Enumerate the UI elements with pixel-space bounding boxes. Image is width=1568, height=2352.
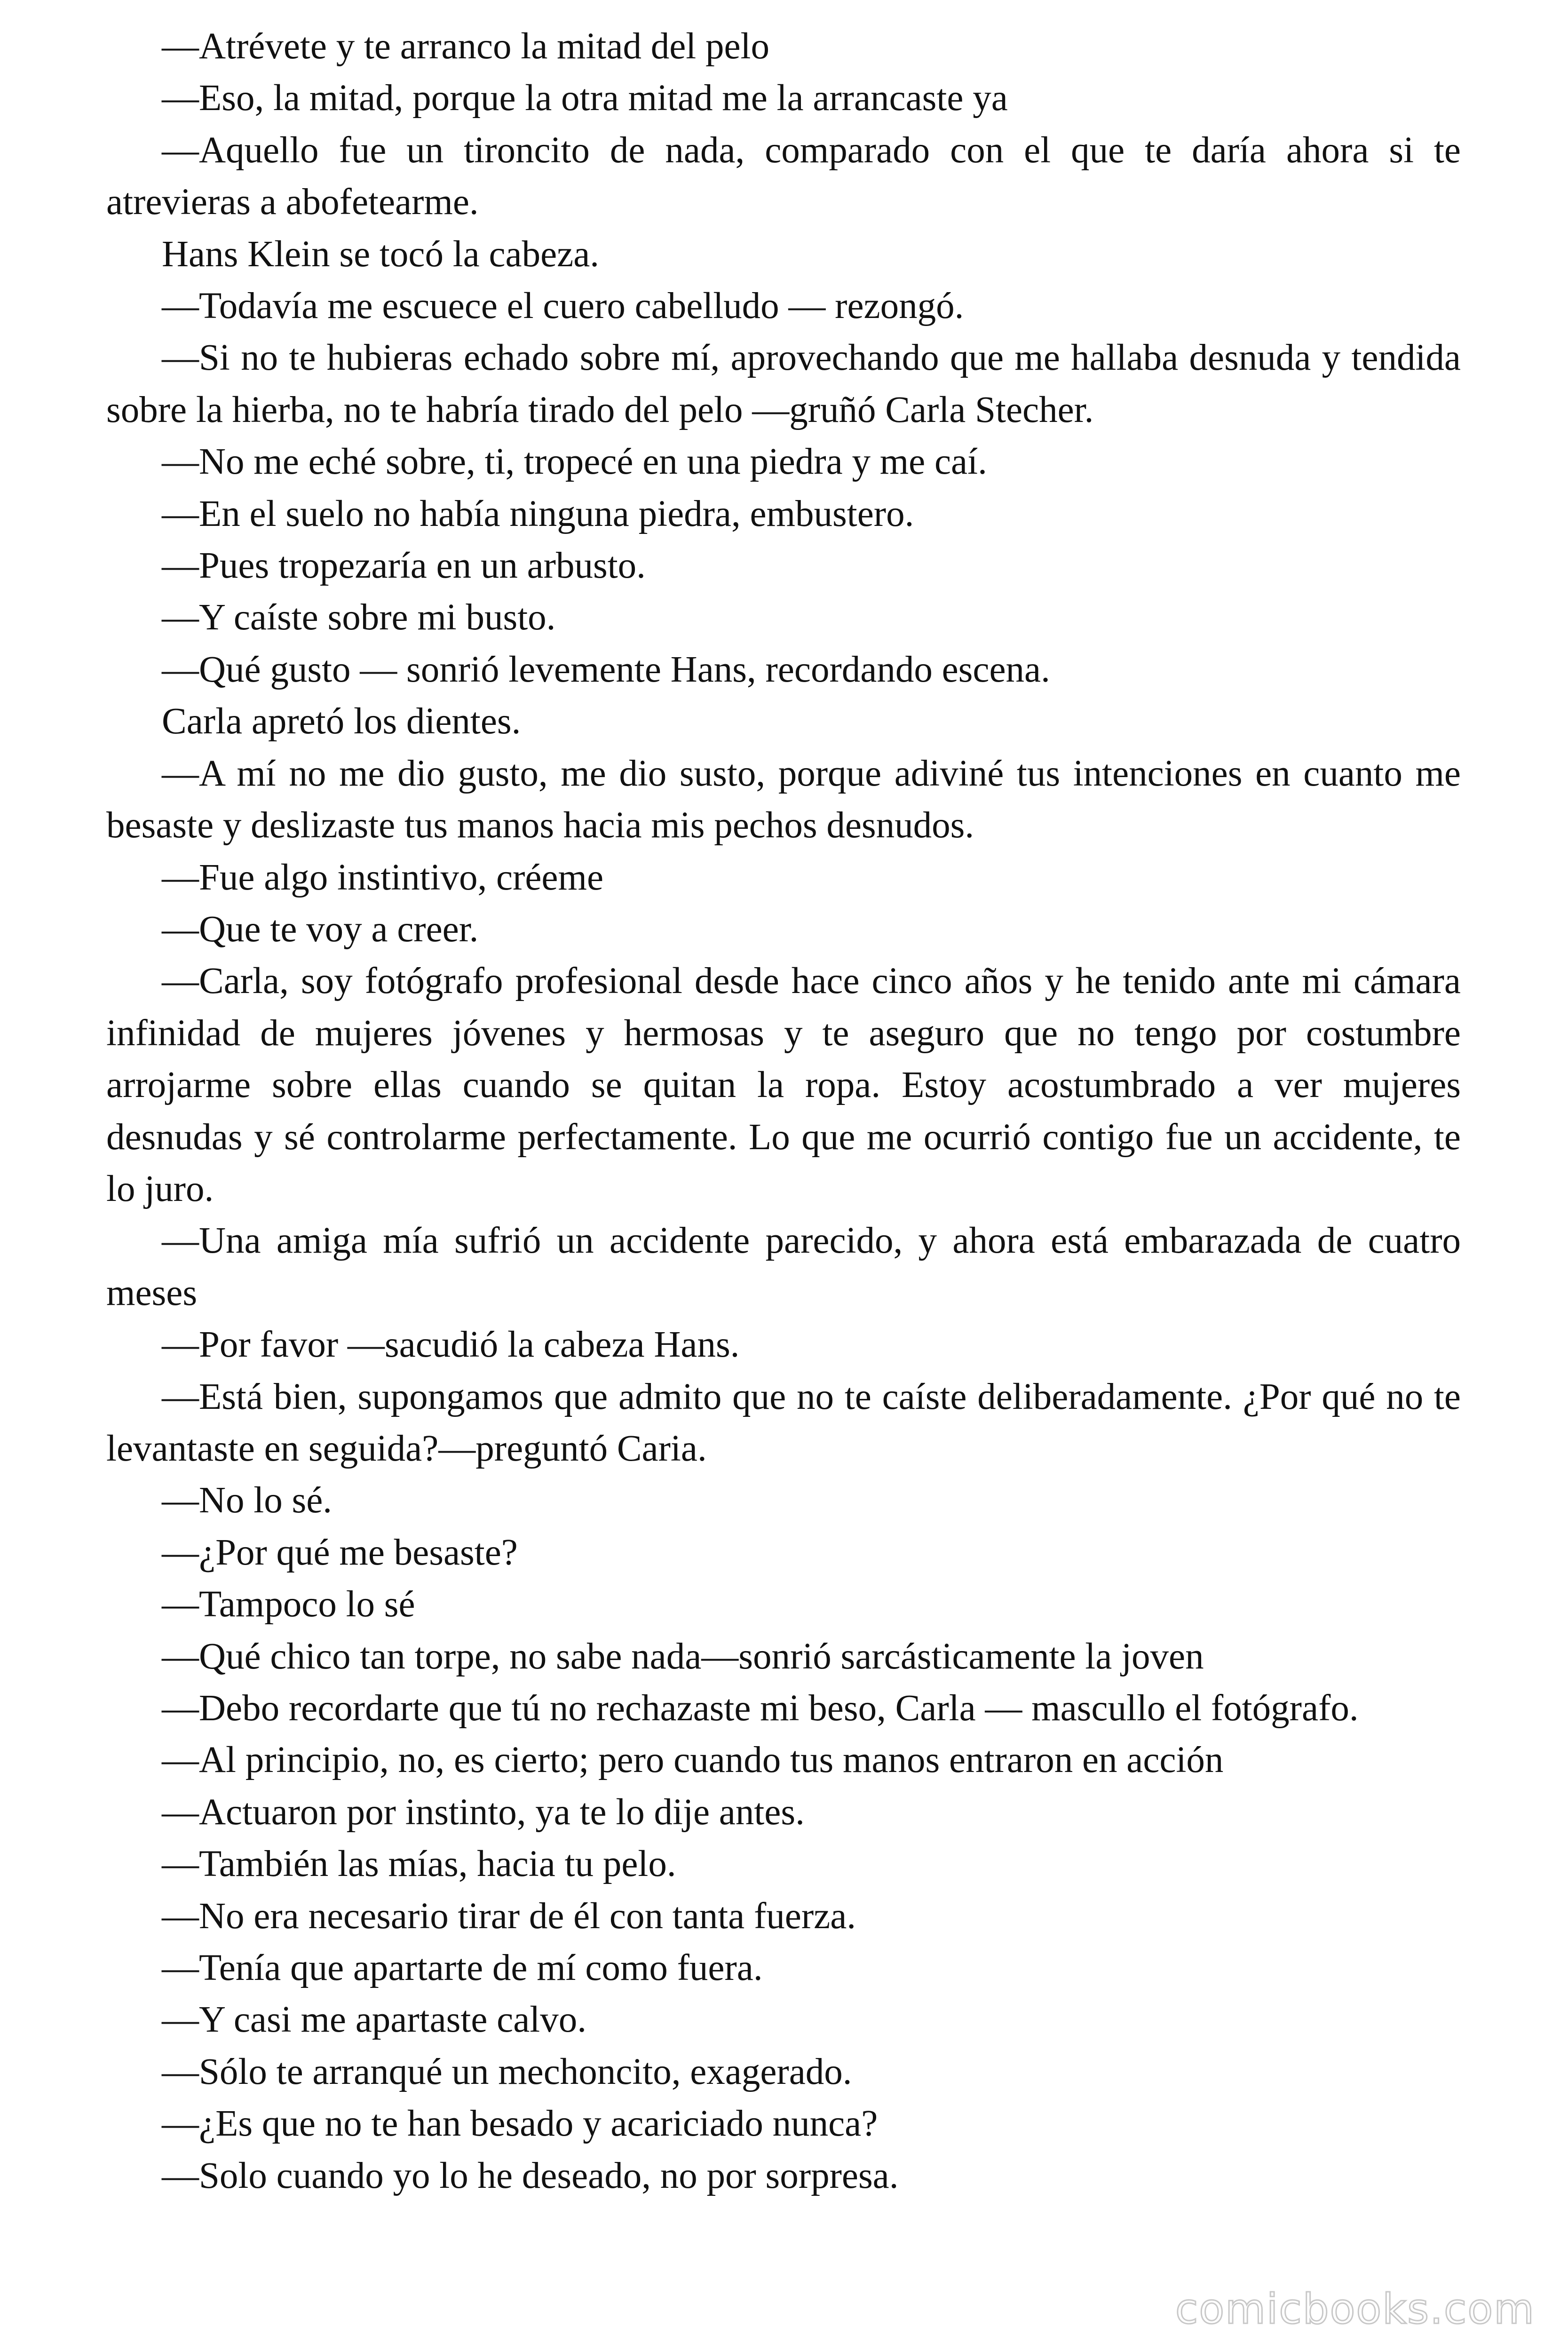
paragraph: —Eso, la mitad, porque la otra mitad me la arrancaste ya bbox=[162, 78, 1008, 119]
paragraph: —Que te voy a creer. bbox=[162, 908, 479, 950]
paragraph: —Está bien, supongamos que admito que no te caíste deliberadamente. ¿Por qué no te levantaste en seguida?—preguntó Caria. bbox=[106, 1376, 1461, 1469]
paragraph: Carla apretó los dientes. bbox=[162, 701, 521, 742]
paragraph: —Pues tropezaría en un arbusto. bbox=[162, 545, 646, 587]
paragraph: —Y casi me apartaste calvo. bbox=[162, 1999, 586, 2041]
text-block bbox=[106, 21, 1461, 2202]
paragraph: —Todavía me escuece el cuero cabelludo — rezongó. bbox=[162, 286, 964, 327]
paragraph: —Qué chico tan torpe, no sabe nada—sonrió sarcásticamente la joven bbox=[162, 1636, 1204, 1677]
paragraph: —No lo sé. bbox=[162, 1480, 333, 1521]
paragraph: —No me eché sobre, ti, tropecé en una piedra y me caí. bbox=[162, 441, 987, 483]
paragraph: —Sólo te arranqué un mechoncito, exagerado. bbox=[162, 2051, 852, 2092]
paragraph: —Fue algo instintivo, créeme bbox=[162, 857, 604, 898]
paragraph: —Actuaron por instinto, ya te lo dije antes. bbox=[162, 1791, 805, 1833]
paragraph: —Atrévete y te arranco la mitad del pelo bbox=[162, 26, 769, 67]
paragraph: —Por favor —sacudió la cabeza Hans. bbox=[162, 1324, 740, 1366]
paragraph: —No era necesario tirar de él con tanta fuerza. bbox=[162, 1895, 856, 1937]
paragraph: —Qué gusto — sonrió levemente Hans, recordando escena. bbox=[162, 649, 1050, 690]
paragraph: —Y caíste sobre mi busto. bbox=[162, 597, 556, 638]
paragraph: —Al principio, no, es cierto; pero cuando tus manos entraron en acción bbox=[162, 1740, 1224, 1781]
paragraph: —A mí no me dio gusto, me dio susto, porque adiviné tus intenciones en cuanto me besaste y deslizaste tus manos hacia mis pechos desnudos. bbox=[106, 753, 1461, 846]
paragraph: —En el suelo no había ninguna piedra, embustero. bbox=[162, 493, 914, 534]
paragraph: —Tampoco lo sé bbox=[162, 1584, 415, 1625]
paragraph: —Una amiga mía sufrió un accidente parecido, y ahora está embarazada de cuatro meses bbox=[106, 1220, 1461, 1313]
paragraph: —Carla, soy fotógrafo profesional desde hace cinco años y he tenido ante mi cámara infinidad de mujeres jóvenes y hermosas y te aseguro que no tengo por costumbre arrojarme sobre ellas cuando se quitan la ropa. Estoy acostumbrado a ver mujeres desnudas y sé controlarme perfectamente. Lo que me ocurrió contigo fue un accidente, te lo juro. bbox=[106, 961, 1461, 1209]
paragraph: —Si no te hubieras echado sobre mí, aprovechando que me hallaba desnuda y tendida sobre la hierba, no te habría tirado del pelo —gruñó Carla Stecher. bbox=[106, 337, 1461, 430]
paragraph: Hans Klein se tocó la cabeza. bbox=[162, 233, 600, 275]
watermark-logo: comicbooks.com bbox=[1175, 2285, 1535, 2333]
paragraph: —¿Es que no te han besado y acariciado nunca? bbox=[162, 2103, 878, 2145]
paragraph: —Tenía que apartarte de mí como fuera. bbox=[162, 1947, 763, 1989]
paragraph: —Solo cuando yo lo he deseado, no por sorpresa. bbox=[162, 2155, 899, 2196]
paragraph: —Aquello fue un tironcito de nada, comparado con el que te daría ahora si te atrevieras a abofetearme. bbox=[106, 129, 1461, 223]
paragraph: —También las mías, hacia tu pelo. bbox=[162, 1843, 676, 1885]
paragraph: —Debo recordarte que tú no rechazaste mi beso, Carla — mascullo el fotógrafo. bbox=[162, 1688, 1359, 1729]
paragraph: —¿Por qué me besaste? bbox=[162, 1532, 518, 1573]
